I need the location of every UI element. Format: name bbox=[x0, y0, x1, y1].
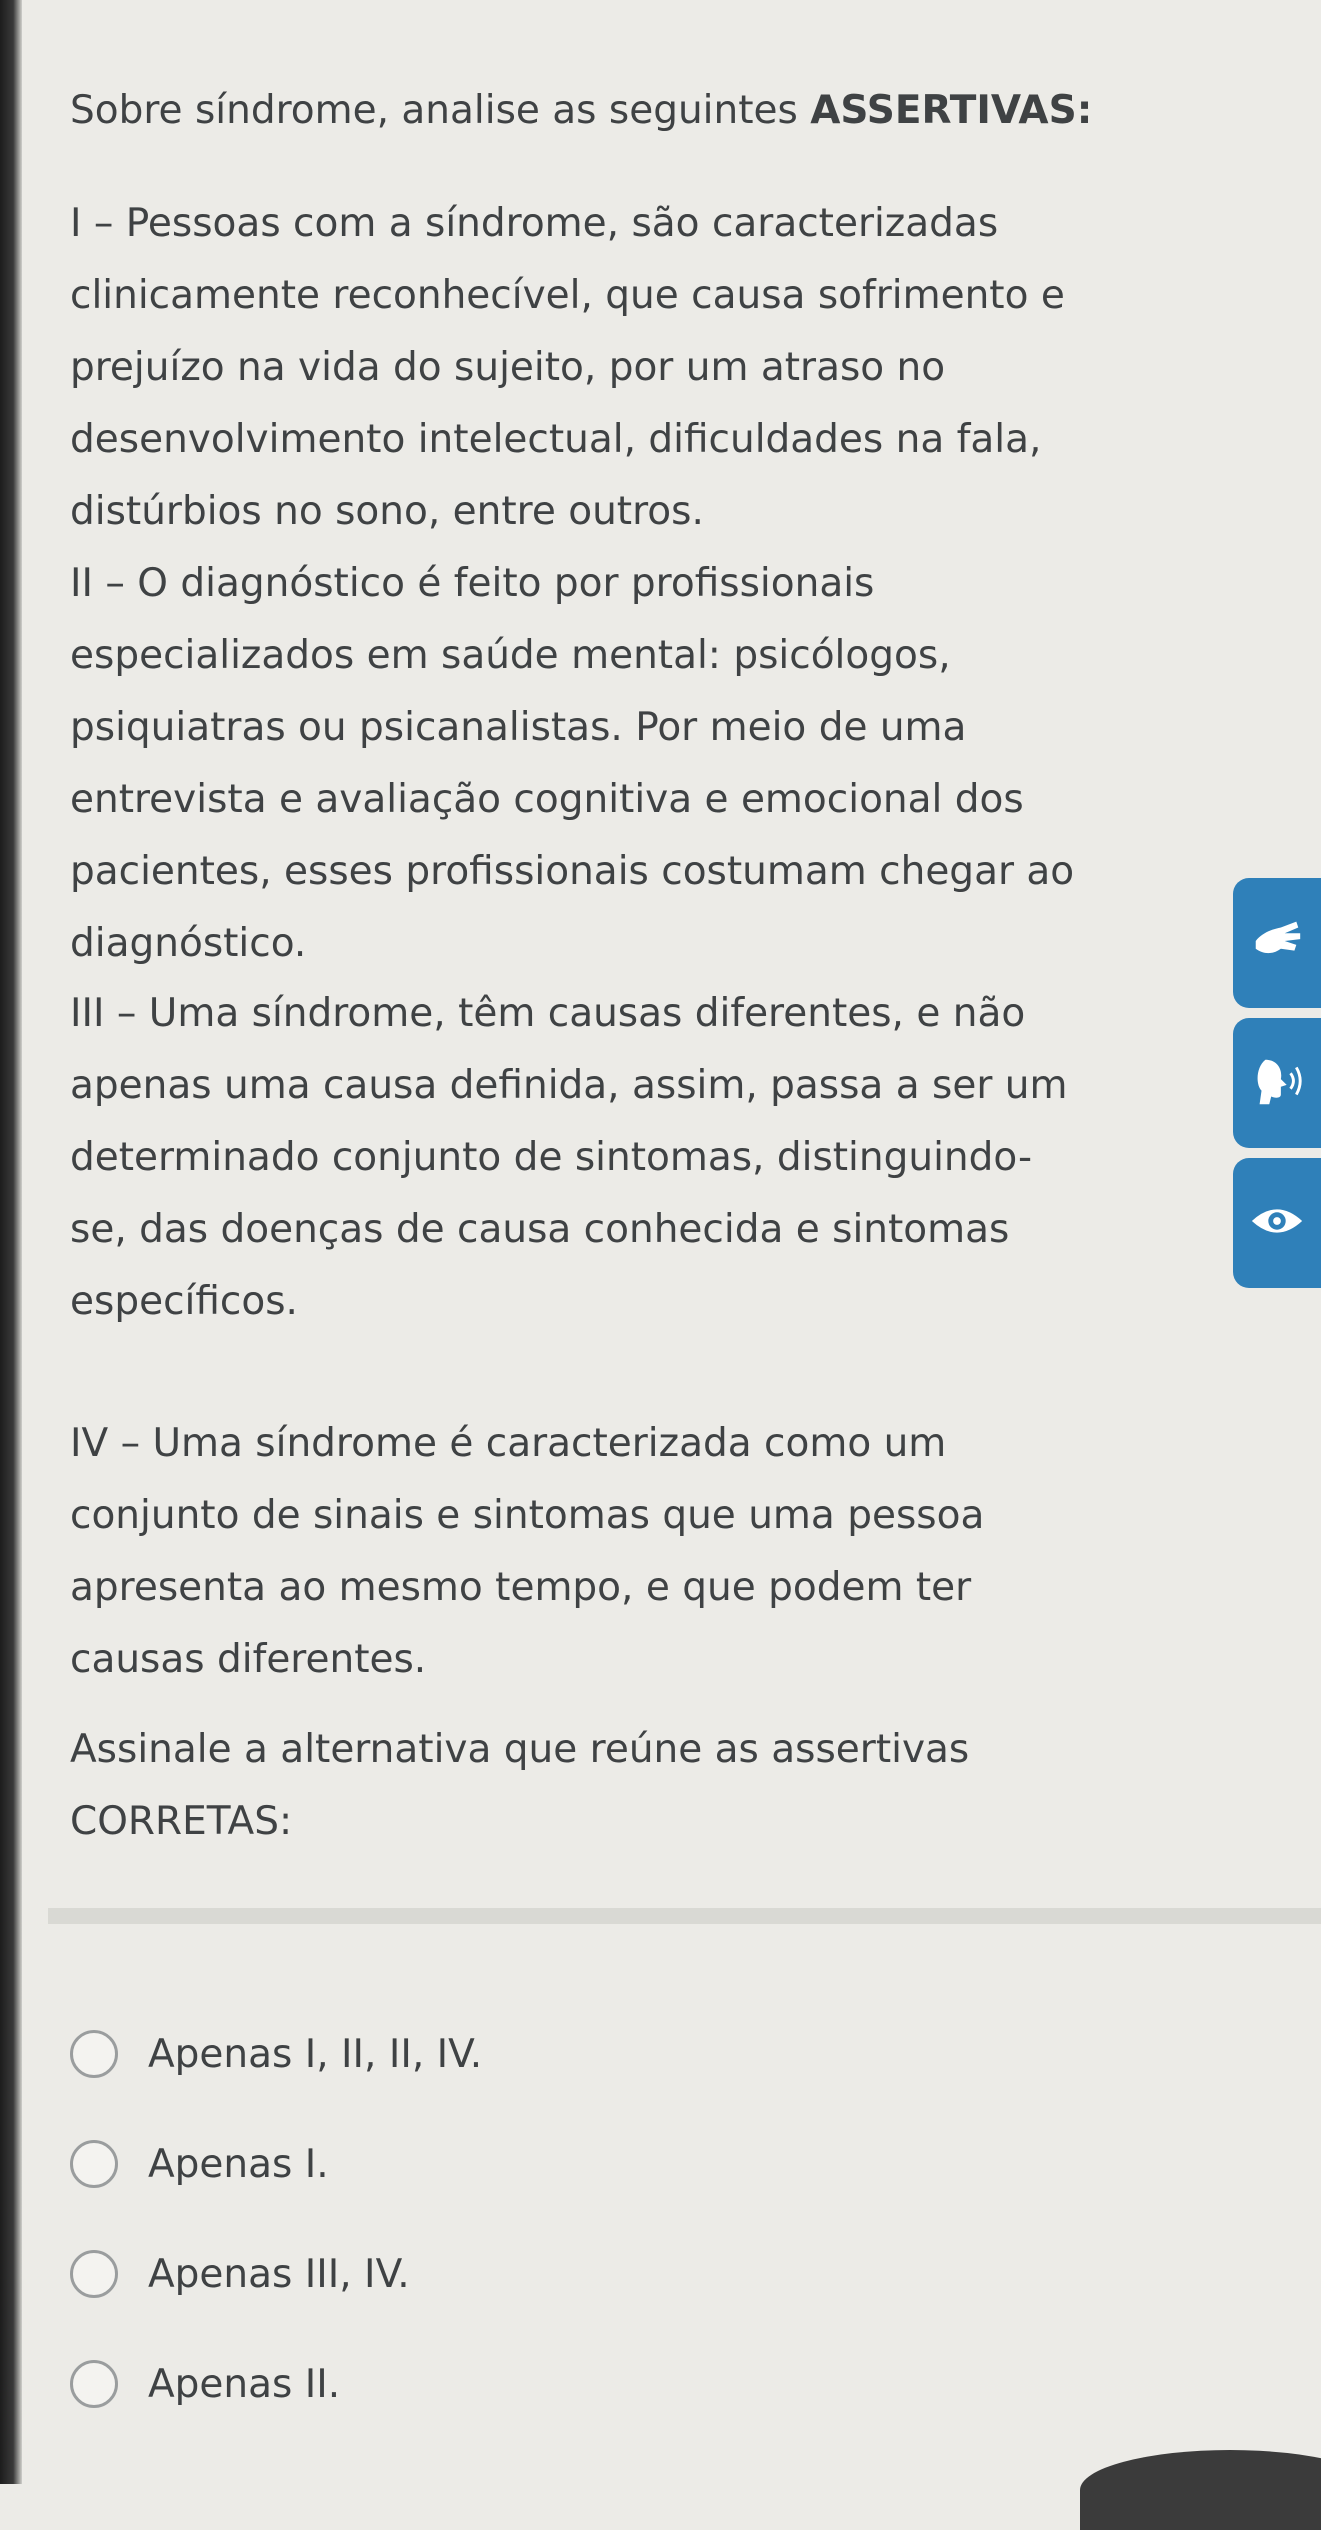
screen-edge bbox=[0, 0, 22, 2484]
eye-icon bbox=[1248, 1192, 1306, 1254]
assertion-line: determinado conjunto de sintomas, distinguindo- bbox=[70, 1135, 1033, 1180]
visual-contrast-button[interactable] bbox=[1233, 1158, 1321, 1288]
radio-button[interactable] bbox=[70, 2030, 118, 2078]
assertion-line: psiquiatras ou psicanalistas. Por meio de uma bbox=[70, 705, 967, 750]
sign-language-button[interactable] bbox=[1233, 878, 1321, 1008]
speaking-head-icon bbox=[1248, 1052, 1306, 1114]
sign-language-icon bbox=[1248, 912, 1306, 974]
assertion-line: se, das doenças de causa conhecida e sintomas bbox=[70, 1207, 1010, 1252]
option-label: Apenas II. bbox=[148, 2361, 341, 2407]
option-4[interactable] bbox=[70, 2360, 340, 2408]
assertion-line: apresenta ao mesmo tempo, e que podem ter bbox=[70, 1565, 972, 1610]
question-intro: Sobre síndrome, analise as seguintes ASSERTIVAS: bbox=[70, 88, 1093, 133]
audio-button[interactable] bbox=[1233, 1018, 1321, 1148]
prompt-line: Assinale a alternativa que reúne as assertivas bbox=[70, 1727, 970, 1772]
assertion-3 bbox=[70, 978, 1067, 1338]
assertion-line: especializados em saúde mental: psicólogos, bbox=[70, 633, 951, 678]
prompt-line: CORRETAS: bbox=[70, 1799, 293, 1844]
device-bezel bbox=[1080, 2450, 1321, 2530]
assertion-line: I – Pessoas com a síndrome, são caracterizadas bbox=[70, 201, 999, 246]
assertion-line: conjunto de sinais e sintomas que uma pessoa bbox=[70, 1493, 985, 1538]
option-label: Apenas I. bbox=[148, 2141, 329, 2187]
assertion-line: apenas uma causa definida, assim, passa a ser um bbox=[70, 1063, 1068, 1108]
assertion-4 bbox=[70, 1408, 984, 1696]
radio-button[interactable] bbox=[70, 2360, 118, 2408]
assertion-line: causas diferentes. bbox=[70, 1637, 427, 1682]
option-label: Apenas III, IV. bbox=[148, 2251, 410, 2297]
radio-button[interactable] bbox=[70, 2140, 118, 2188]
option-3[interactable] bbox=[70, 2250, 410, 2298]
assertion-line: III – Uma síndrome, têm causas diferentes, e não bbox=[70, 991, 1026, 1036]
assertion-line: entrevista e avaliação cognitiva e emocional dos bbox=[70, 777, 1024, 822]
assertion-line: IV – Uma síndrome é caracterizada como um bbox=[70, 1421, 947, 1466]
question-prompt bbox=[70, 1714, 969, 1858]
divider bbox=[48, 1908, 1321, 1924]
assertion-2 bbox=[70, 548, 1074, 980]
assertion-1 bbox=[70, 188, 1065, 548]
assertion-line: clinicamente reconhecível, que causa sofrimento e bbox=[70, 273, 1065, 318]
assertion-line: distúrbios no sono, entre outros. bbox=[70, 489, 704, 534]
radio-button[interactable] bbox=[70, 2250, 118, 2298]
assertion-line: II – O diagnóstico é feito por profissionais bbox=[70, 561, 875, 606]
option-1[interactable] bbox=[70, 2030, 482, 2078]
assertion-line: diagnóstico. bbox=[70, 921, 307, 966]
assertion-line: prejuízo na vida do sujeito, por um atraso no bbox=[70, 345, 946, 390]
assertion-line: específicos. bbox=[70, 1279, 298, 1324]
assertion-line: desenvolvimento intelectual, dificuldades na fala, bbox=[70, 417, 1042, 462]
option-label: Apenas I, II, II, IV. bbox=[148, 2031, 483, 2077]
assertion-line: pacientes, esses profissionais costumam chegar ao bbox=[70, 849, 1075, 894]
option-2[interactable] bbox=[70, 2140, 329, 2188]
